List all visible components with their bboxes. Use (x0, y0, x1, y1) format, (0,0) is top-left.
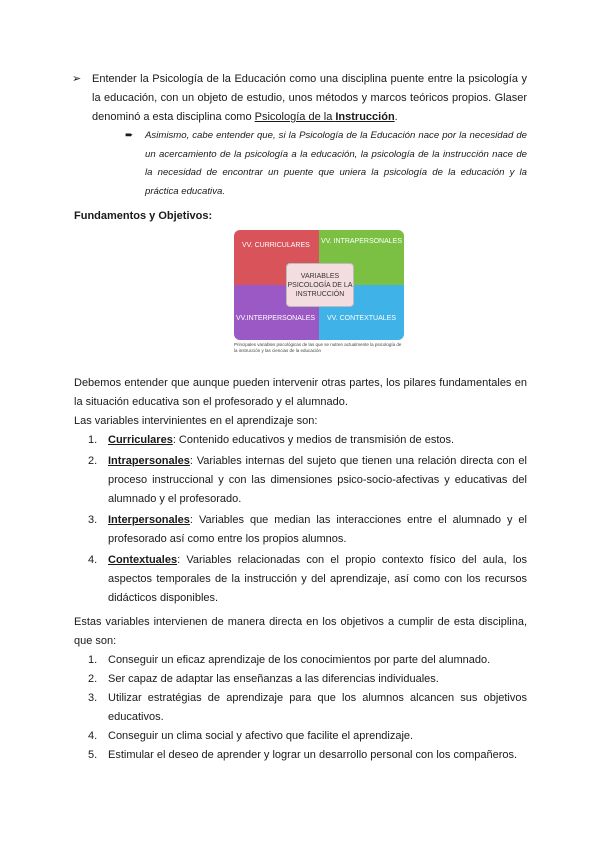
list-item: 4. Contextuales: Variables relacionadas con el propio contexto físico del aula, los aspectos temporales de la instrucción y del aprendizaje, así como con los recursos didácticos disponibles. (88, 554, 527, 604)
variables-list (74, 431, 527, 608)
paragraph-objetivos-intro: Estas variables intervienen de manera directa en los objetivos a cumplir de esta disciplina, que son: (74, 616, 527, 647)
paragraph-pilares: Debemos entender que aunque pueden intervenir otras partes, los pilares fundamentales en la situación educativa son el profesorado y el alumnado. (74, 377, 527, 408)
list-item: 3. Utilizar estratégias de aprendizaje para que los alumnos alcancen sus objetivos educativos. (88, 692, 527, 723)
list-item: 4. Conseguir un clima social y afectivo que facilite el aprendizaje. (88, 730, 414, 742)
quadrant-interpersonales: VV.INTERPERSONALES (234, 285, 319, 340)
section-heading: Fundamentos y Objetivos: (74, 210, 213, 222)
objectives-list (74, 651, 527, 765)
quadrant-contextuales: VV. CONTEXTUALES (319, 285, 404, 340)
paragraph-variables-intro: Las variables intervinientes en el aprendizaje son: (74, 415, 318, 427)
list-item: 3. Interpersonales: Variables que median las interacciones entre el alumnado y el profesorado así como entre los propios alumnos. (88, 514, 527, 545)
quadrant-intrapersonales: VV. INTRAPERSONALES (319, 230, 404, 285)
list-item: 5. Estimular el deseo de aprender y lograr un desarrollo personal con los compañeros. (88, 749, 518, 761)
list-item: 1. Curriculares: Contenido educativos y medios de transmisión de estos. (88, 434, 455, 446)
psicologia-instruccion-link: Psicología de la Instrucción (254, 111, 395, 123)
sub-bullet-text: Asimismo, cabe entender que, si la Psicología de la Educación nace por la necesidad de un acercamiento de la psicología a la educación, la psicología de la instrucción nace de la necesidad de encontrar un puente que uniera la psicología de la educación y la práctica educativa. (145, 130, 527, 197)
intro-bullet: ➢ Entender la Psicología de la Educación como una disciplina puente entre la psicología y la educación, con un objeto de estudio, unos métodos y marcos teóricos propios. Glaser denominó a esta disciplina como Psicología de la Instrucción. (92, 70, 527, 127)
variables-diagram (234, 230, 404, 340)
arrow-bullet-icon: ➢ (72, 73, 82, 85)
sub-arrow-icon: ➨ (125, 130, 134, 141)
sub-bullet (125, 127, 527, 201)
list-item: 1. Conseguir un eficaz aprendizaje de los conocimientos por parte del alumnado. (88, 654, 491, 666)
intro-text: Entender la Psicología de la Educación como una disciplina puente entre la psicología y la educación, con un objeto de estudio, unos métodos y marcos teóricos propios. Glaser denominó a esta disciplina como (92, 73, 527, 123)
list-item: 2. Intrapersonales: Variables internas del sujeto que tienen una relación directa con el proceso instruccional y con las dimensiones psico-socio-afectivas y educativas del alumnado y el profesorado. (88, 455, 527, 505)
list-item: 2. Ser capaz de adaptar las enseñanzas a las diferencias individuales. (88, 673, 439, 685)
center-box: VARIABLES PSICOLOGÍA DE LA INSTRUCCIÓN (286, 263, 354, 307)
quadrant-curriculares: VV. CURRICULARES (234, 230, 319, 285)
diagram-caption: Principales variables psicológicas de las que se nutren actualmente la psicología de la instrucción y las ciencias de la educación (234, 342, 402, 353)
